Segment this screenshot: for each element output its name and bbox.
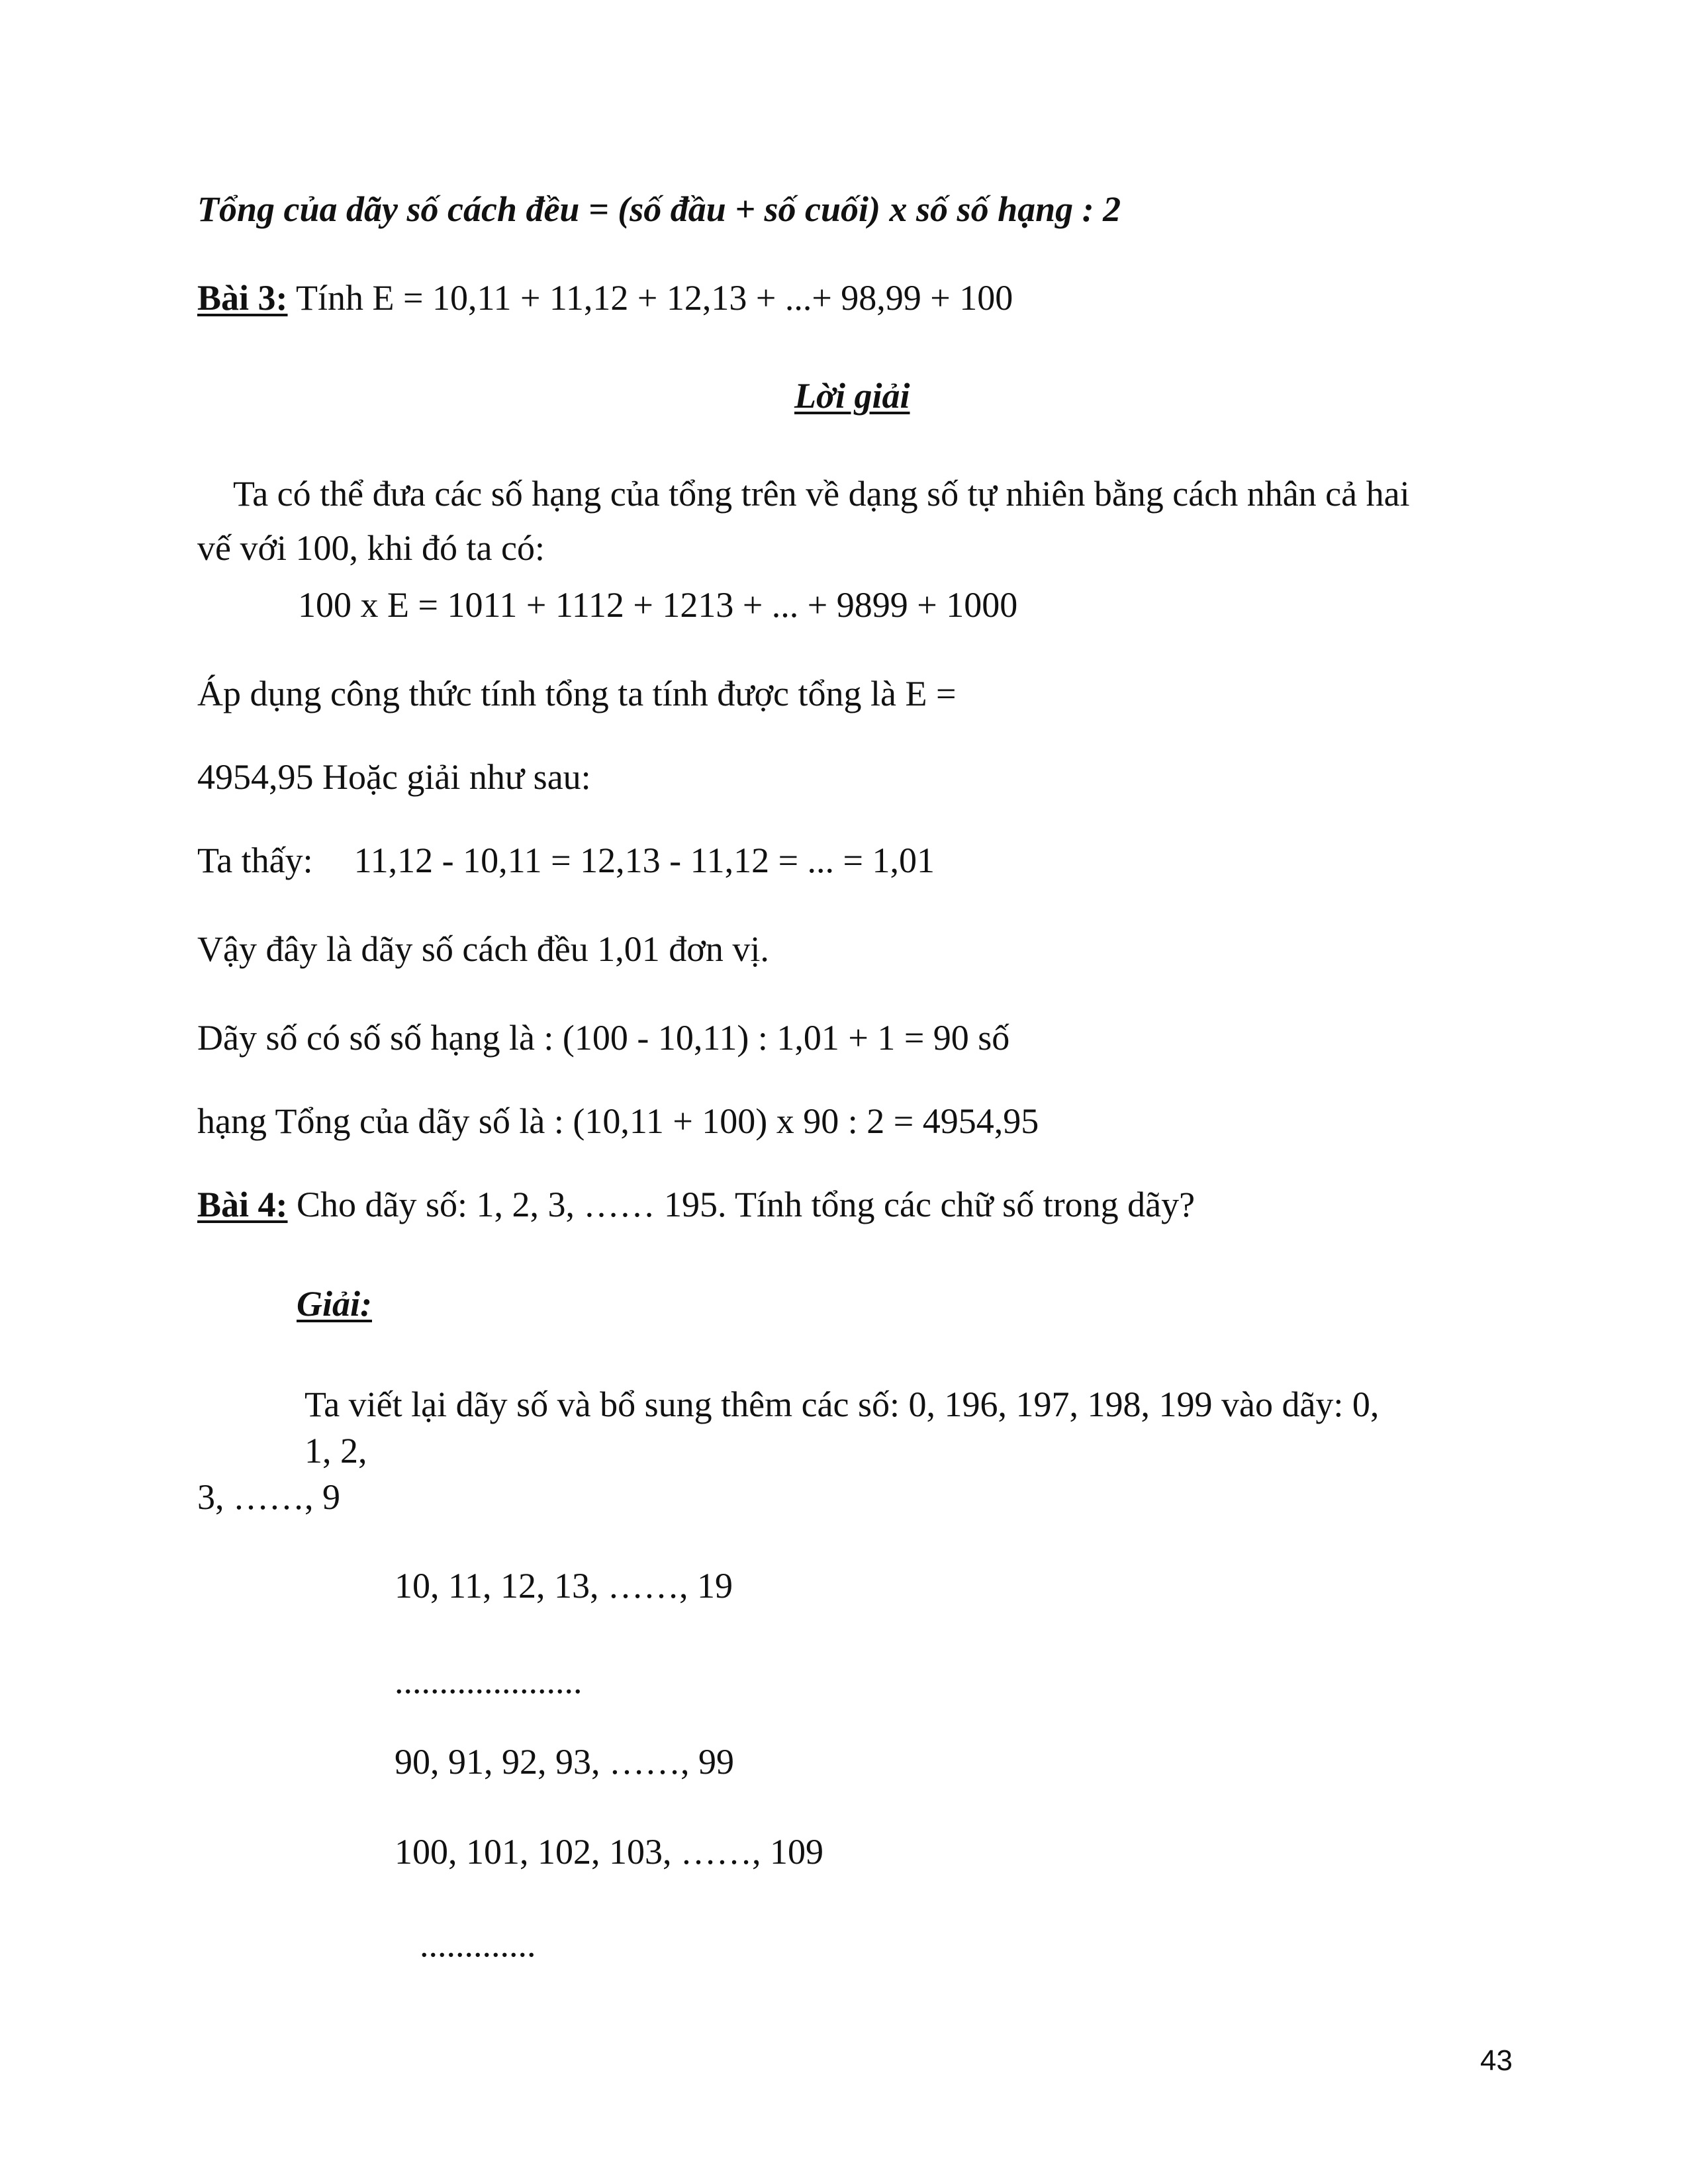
difference-equation: 11,12 - 10,11 = 12,13 - 11,12 = ... = 1,01 (353, 841, 935, 880)
ta-thay-line (197, 839, 935, 882)
bai4-solution-line-2: 1, 2, (305, 1431, 367, 1471)
sequence-row-10-19: 10, 11, 12, 13, ……, 19 (395, 1566, 733, 1606)
common-difference-line: Vậy đây là dãy số cách đều 1,01 đơn vị. (197, 929, 769, 969)
bai4-text: Cho dãy số: 1, 2, 3, …… 195. Tính tổng các chữ số trong dãy? (287, 1185, 1196, 1224)
bai4-line (197, 1183, 1195, 1226)
bai4-solution-line-1: Ta viết lại dãy số và bổ sung thêm các số: 0, 196, 197, 198, 199 vào dãy: 0, (305, 1385, 1380, 1424)
sum-line: hạng Tổng của dãy số là : (10,11 + 100) x 90 : 2 = 4954,95 (197, 1101, 1039, 1141)
solution-paragraph-line-2: vế với 100, khi đó ta có: (197, 528, 545, 568)
ellipsis-row-1: ..................... (395, 1661, 583, 1701)
ellipsis-row-2: ............. (420, 1925, 536, 1964)
solution-paragraph-line-1: Ta có thể đưa các số hạng của tổng trên về dạng số tự nhiên bằng cách nhân cả hai (233, 474, 1410, 514)
result-line: 4954,95 Hoặc giải như sau: (197, 757, 591, 797)
bai4-label: Bài 4: (197, 1185, 288, 1224)
giai-heading: Giải: (297, 1284, 372, 1324)
term-count-line: Dãy số có số số hạng là : (100 - 10,11) : 1,01 + 1 = 90 số (197, 1018, 1010, 1058)
page-number: 43 (1480, 2044, 1513, 2077)
equation-100xE: 100 x E = 1011 + 1112 + 1213 + ... + 9899 + 1000 (298, 585, 1018, 625)
loi-giai-heading: Lời giải (794, 376, 910, 416)
apply-formula-line: Áp dụng công thức tính tổng ta tính được tổng là E = (197, 674, 957, 713)
bai3-text: Tính E = 10,11 + 11,12 + 12,13 + ...+ 98,99 + 100 (287, 278, 1013, 318)
bai4-solution-line-3: 3, ……, 9 (197, 1477, 340, 1517)
bai3-line (197, 277, 1013, 319)
bai3-label: Bài 3: (197, 278, 288, 318)
sequence-row-100-109: 100, 101, 102, 103, ……, 109 (395, 1832, 823, 1872)
formula-line: Tổng của dãy số cách đều = (số đầu + số cuối) x số số hạng : 2 (197, 189, 1121, 229)
ta-thay-label: Ta thấy: (197, 841, 313, 880)
sequence-row-90-99: 90, 91, 92, 93, ……, 99 (395, 1742, 734, 1782)
